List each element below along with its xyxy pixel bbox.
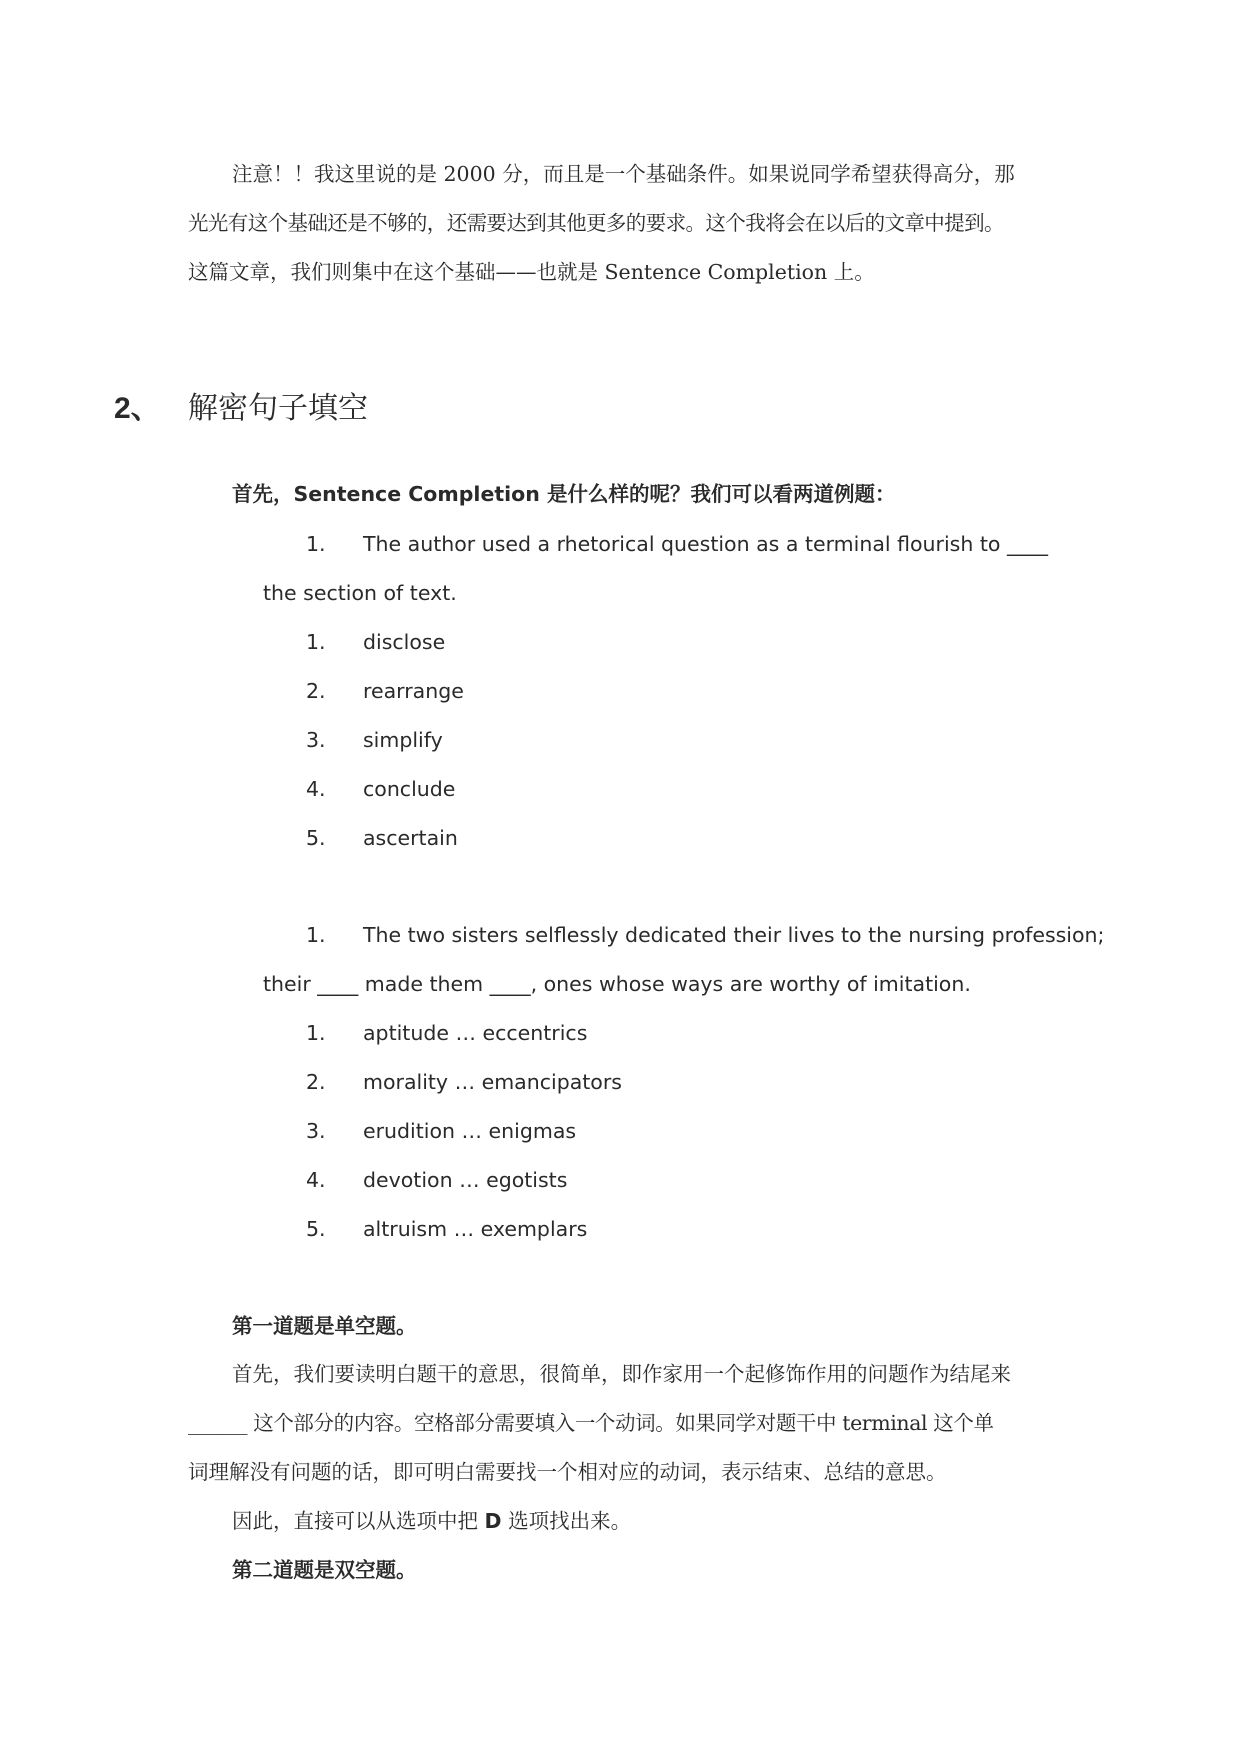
option-text: conclude — [363, 777, 456, 801]
question-number: 1. — [306, 532, 326, 556]
question-stem-line-2: the section of text. — [263, 581, 457, 605]
q2-analysis-heading: 第二道题是双空题。 — [232, 1558, 417, 1582]
intro-line-2: 光光有这个基础还是不够的，还需要达到其他更多的要求。这个我将会在以后的文章中提到。 — [188, 211, 1004, 235]
section-title: 解密句子填空 — [188, 391, 368, 426]
option-text: ascertain — [363, 826, 458, 850]
option-number: 2. — [306, 1070, 326, 1094]
section-heading — [114, 391, 368, 426]
q1-analysis-line-2: ______ 这个部分的内容。空格部分需要填入一个动词。如果同学对题干中 terminal 这个单 — [188, 1411, 994, 1435]
q1-analysis-line-4 — [232, 1511, 631, 1532]
option-text: simplify — [363, 728, 443, 752]
question-number: 1. — [306, 923, 326, 947]
q1-analysis-line-1: 首先，我们要读明白题干的意思，很简单，即作家用一个起修饰作用的问题作为结尾来 — [232, 1362, 1011, 1386]
answer-letter: D — [484, 1509, 502, 1533]
question-stem-line-1: The author used a rhetorical question as a terminal flourish to ____ — [363, 532, 1048, 556]
option-number: 2. — [306, 679, 326, 703]
section-number: 2、 — [114, 392, 161, 425]
option-text: devotion … egotists — [363, 1168, 568, 1192]
option-text: aptitude … eccentrics — [363, 1021, 588, 1045]
option-text: erudition … enigmas — [363, 1119, 577, 1143]
lead-sentence: 首先，Sentence Completion 是什么样的呢？我们可以看两道例题： — [232, 482, 896, 506]
q1-conclusion-post: 选项找出来。 — [501, 1509, 632, 1533]
option-number: 3. — [306, 1119, 326, 1143]
intro-line-1: 注意！！我这里说的是 2000 分，而且是一个基础条件。如果说同学希望获得高分，那 — [232, 162, 1015, 186]
option-text: disclose — [363, 630, 446, 654]
option-number: 5. — [306, 1217, 326, 1241]
intro-line-3: 这篇文章，我们则集中在这个基础——也就是 Sentence Completion 上。 — [188, 260, 875, 284]
question-stem-line-1: The two sisters selflessly dedicated their lives to the nursing profession; — [363, 923, 1105, 947]
q1-analysis-line-3: 词理解没有问题的话，即可明白需要找一个相对应的动词，表示结束、总结的意思。 — [188, 1460, 947, 1484]
q1-conclusion-pre: 因此，直接可以从选项中把 — [232, 1509, 485, 1533]
option-text: altruism … exemplars — [363, 1217, 588, 1241]
option-number: 1. — [306, 630, 326, 654]
option-number: 4. — [306, 777, 326, 801]
q1-analysis-heading: 第一道题是单空题。 — [232, 1314, 417, 1338]
option-text: rearrange — [363, 679, 464, 703]
question-stem-line-2: their ____ made them ____, ones whose ways are worthy of imitation. — [263, 972, 971, 996]
option-number: 4. — [306, 1168, 326, 1192]
option-number: 5. — [306, 826, 326, 850]
option-text: morality … emancipators — [363, 1070, 622, 1094]
option-number: 3. — [306, 728, 326, 752]
option-number: 1. — [306, 1021, 326, 1045]
